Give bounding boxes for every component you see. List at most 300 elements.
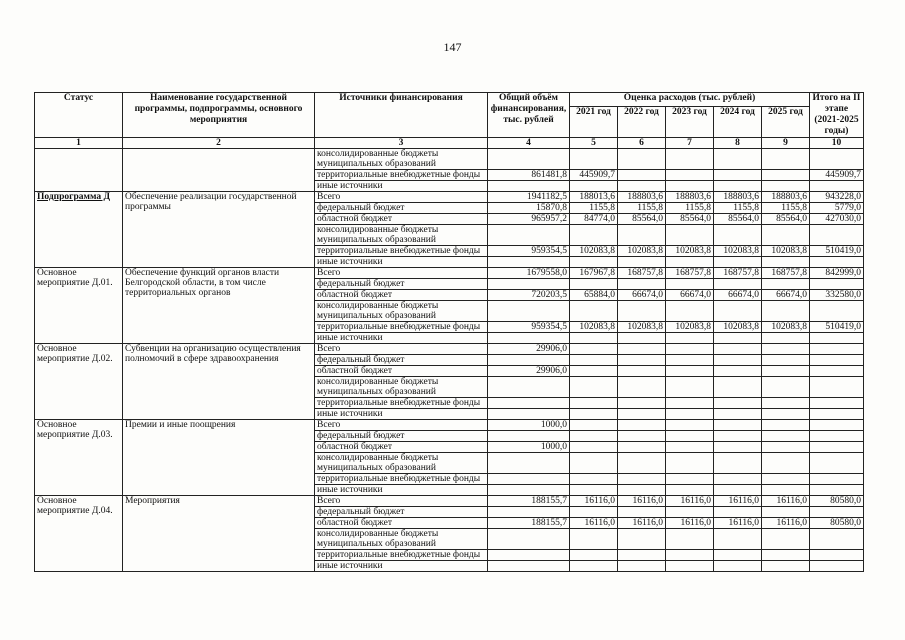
stage-total-cell [810, 225, 864, 246]
funding-source-cell: федеральный бюджет [315, 431, 488, 442]
year-amount-cell [570, 377, 618, 398]
funding-source-cell: территориальные внебюджетные фонды [315, 322, 488, 333]
year-amount-cell: 66674,0 [666, 290, 714, 301]
column-number: 7 [666, 138, 714, 149]
stage-total-cell [810, 344, 864, 355]
year-amount-cell: 66674,0 [714, 290, 762, 301]
total-financing-cell [488, 377, 570, 398]
total-financing-cell [488, 474, 570, 485]
total-financing-cell [488, 355, 570, 366]
year-amount-cell [618, 453, 666, 474]
funding-source-cell: областной бюджет [315, 518, 488, 529]
year-amount-cell [762, 442, 810, 453]
year-amount-cell [618, 257, 666, 268]
year-amount-cell: 85564,0 [618, 214, 666, 225]
funding-source-cell: консолидированные бюджеты муниципальных образований [315, 453, 488, 474]
year-amount-cell [762, 420, 810, 431]
year-amount-cell [666, 333, 714, 344]
program-name-cell: Обеспечение функций органов власти Белгородской области, в том числе территориальных органов [123, 268, 315, 344]
total-financing-cell: 959354,5 [488, 246, 570, 257]
stage-total-cell [810, 279, 864, 290]
header-stage-total: Итого на II этапе (2021-2025 годы) [810, 93, 864, 138]
stage-total-cell [810, 366, 864, 377]
stage-total-cell [810, 301, 864, 322]
year-amount-cell: 16116,0 [714, 496, 762, 507]
stage-total-cell: 510419,0 [810, 322, 864, 333]
year-amount-cell [666, 377, 714, 398]
year-amount-cell: 1155,8 [762, 203, 810, 214]
year-amount-cell [762, 225, 810, 246]
stage-total-cell [810, 550, 864, 561]
total-financing-cell: 188155,7 [488, 518, 570, 529]
funding-source-cell: территориальные внебюджетные фонды [315, 398, 488, 409]
year-amount-cell: 16116,0 [570, 496, 618, 507]
funding-source-cell: федеральный бюджет [315, 203, 488, 214]
funding-source-cell: иные источники [315, 409, 488, 420]
funding-source-cell: Всего [315, 496, 488, 507]
year-amount-cell: 65884,0 [570, 290, 618, 301]
year-amount-cell [762, 398, 810, 409]
year-amount-cell [762, 474, 810, 485]
year-amount-cell [618, 301, 666, 322]
table-row [35, 149, 864, 170]
year-amount-cell [714, 398, 762, 409]
year-amount-cell: 85564,0 [762, 214, 810, 225]
stage-total-cell: 842999,0 [810, 268, 864, 279]
year-amount-cell [570, 355, 618, 366]
year-amount-cell: 102083,8 [762, 246, 810, 257]
year-amount-cell [666, 485, 714, 496]
year-amount-cell [762, 170, 810, 181]
year-amount-cell [666, 529, 714, 550]
header-estimate: Оценка расходов (тыс. рублей) [570, 93, 810, 107]
year-amount-cell [714, 377, 762, 398]
year-amount-cell [762, 181, 810, 192]
year-amount-cell [714, 344, 762, 355]
total-financing-cell [488, 301, 570, 322]
total-financing-cell: 1000,0 [488, 442, 570, 453]
year-amount-cell: 168757,8 [762, 268, 810, 279]
stage-total-cell [810, 149, 864, 170]
year-amount-cell [666, 181, 714, 192]
year-amount-cell [618, 366, 666, 377]
total-financing-cell: 29906,0 [488, 366, 570, 377]
year-amount-cell: 1155,8 [618, 203, 666, 214]
total-financing-cell: 959354,5 [488, 322, 570, 333]
stage-total-cell: 445909,7 [810, 170, 864, 181]
year-amount-cell: 16116,0 [762, 518, 810, 529]
column-number-row [35, 138, 864, 149]
year-amount-cell [618, 398, 666, 409]
year-amount-cell: 102083,8 [714, 246, 762, 257]
total-financing-cell [488, 398, 570, 409]
year-amount-cell: 102083,8 [666, 322, 714, 333]
stage-total-cell [810, 377, 864, 398]
year-amount-cell [762, 561, 810, 572]
stage-total-cell: 427030,0 [810, 214, 864, 225]
year-amount-cell: 16116,0 [618, 518, 666, 529]
year-amount-cell [666, 507, 714, 518]
table-row [35, 420, 864, 431]
year-amount-cell [570, 485, 618, 496]
year-amount-cell [714, 507, 762, 518]
header-total: Общий объём финансирования, тыс. рублей [488, 93, 570, 138]
stage-total-cell [810, 398, 864, 409]
table-row [35, 192, 864, 203]
table-row [35, 344, 864, 355]
year-amount-cell [570, 366, 618, 377]
year-amount-cell [570, 550, 618, 561]
year-amount-cell: 102083,8 [762, 322, 810, 333]
year-amount-cell [762, 279, 810, 290]
stage-total-cell: 80580,0 [810, 496, 864, 507]
year-amount-cell [714, 257, 762, 268]
page-number: 147 [443, 40, 462, 54]
year-amount-cell [618, 355, 666, 366]
year-amount-cell [762, 366, 810, 377]
year-amount-cell [666, 301, 714, 322]
status-cell [35, 149, 123, 192]
year-amount-cell: 84774,0 [570, 214, 618, 225]
year-amount-cell: 66674,0 [618, 290, 666, 301]
total-financing-cell [488, 149, 570, 170]
funding-source-cell: федеральный бюджет [315, 355, 488, 366]
funding-source-cell: федеральный бюджет [315, 279, 488, 290]
year-amount-cell [666, 344, 714, 355]
header-status: Статус [35, 93, 123, 138]
year-amount-cell [618, 333, 666, 344]
column-number: 2 [123, 138, 315, 149]
year-amount-cell [762, 257, 810, 268]
year-amount-cell: 1155,8 [666, 203, 714, 214]
year-amount-cell [762, 355, 810, 366]
total-financing-cell: 1679558,0 [488, 268, 570, 279]
year-amount-cell [618, 409, 666, 420]
total-financing-cell [488, 507, 570, 518]
year-amount-cell [714, 442, 762, 453]
stage-total-cell [810, 453, 864, 474]
year-amount-cell: 168757,8 [666, 268, 714, 279]
year-amount-cell [618, 377, 666, 398]
year-amount-cell [666, 225, 714, 246]
year-amount-cell [570, 507, 618, 518]
year-amount-cell [714, 170, 762, 181]
funding-source-cell: областной бюджет [315, 366, 488, 377]
funding-source-cell: консолидированные бюджеты муниципальных образований [315, 529, 488, 550]
year-amount-cell [762, 333, 810, 344]
total-financing-cell: 965957,2 [488, 214, 570, 225]
year-amount-cell [618, 442, 666, 453]
year-amount-cell: 102083,8 [570, 322, 618, 333]
year-amount-cell: 168757,8 [714, 268, 762, 279]
year-amount-cell [714, 561, 762, 572]
year-amount-cell [570, 344, 618, 355]
year-amount-cell [618, 279, 666, 290]
column-number: 9 [762, 138, 810, 149]
year-amount-cell [570, 431, 618, 442]
year-amount-cell: 168757,8 [618, 268, 666, 279]
column-number: 1 [35, 138, 123, 149]
header-sources: Источники финансирования [315, 93, 488, 138]
year-amount-cell [666, 420, 714, 431]
header-name: Наименование государственной программы, подпрограммы, основного мероприятия [123, 93, 315, 138]
year-amount-cell [570, 225, 618, 246]
year-amount-cell [666, 170, 714, 181]
total-financing-cell [488, 561, 570, 572]
year-amount-cell [618, 420, 666, 431]
funding-source-cell: иные источники [315, 561, 488, 572]
column-number: 5 [570, 138, 618, 149]
year-amount-cell: 16116,0 [666, 518, 714, 529]
total-financing-cell [488, 550, 570, 561]
table-row [35, 496, 864, 507]
year-amount-cell [762, 377, 810, 398]
year-amount-cell [714, 431, 762, 442]
stage-total-cell [810, 529, 864, 550]
header-year: 2024 год [714, 107, 762, 138]
stage-total-cell: 510419,0 [810, 246, 864, 257]
year-amount-cell: 188803,6 [666, 192, 714, 203]
stage-total-cell: 943228,0 [810, 192, 864, 203]
financing-table [34, 92, 864, 572]
year-amount-cell [714, 529, 762, 550]
year-amount-cell: 188803,6 [762, 192, 810, 203]
stage-total-cell [810, 474, 864, 485]
year-amount-cell [570, 529, 618, 550]
year-amount-cell: 85564,0 [714, 214, 762, 225]
funding-source-cell: территориальные внебюджетные фонды [315, 474, 488, 485]
stage-total-cell [810, 561, 864, 572]
year-amount-cell [570, 181, 618, 192]
year-amount-cell [570, 474, 618, 485]
total-financing-cell [488, 225, 570, 246]
column-number: 4 [488, 138, 570, 149]
funding-source-cell: иные источники [315, 333, 488, 344]
year-amount-cell [666, 355, 714, 366]
stage-total-cell: 80580,0 [810, 518, 864, 529]
year-amount-cell [570, 442, 618, 453]
total-financing-cell [488, 257, 570, 268]
total-financing-cell: 720203,5 [488, 290, 570, 301]
header-year: 2025 год [762, 107, 810, 138]
year-amount-cell [714, 301, 762, 322]
stage-total-cell [810, 485, 864, 496]
year-amount-cell [762, 431, 810, 442]
year-amount-cell [618, 507, 666, 518]
header-year: 2021 год [570, 107, 618, 138]
stage-total-cell [810, 409, 864, 420]
year-amount-cell: 1155,8 [570, 203, 618, 214]
year-amount-cell [714, 550, 762, 561]
year-amount-cell [666, 279, 714, 290]
year-amount-cell [714, 409, 762, 420]
year-amount-cell [570, 257, 618, 268]
year-amount-cell [714, 485, 762, 496]
year-amount-cell [714, 181, 762, 192]
stage-total-cell: 332580,0 [810, 290, 864, 301]
year-amount-cell [666, 409, 714, 420]
year-amount-cell: 188013,6 [570, 192, 618, 203]
total-financing-cell [488, 279, 570, 290]
year-amount-cell [714, 366, 762, 377]
year-amount-cell [618, 225, 666, 246]
year-amount-cell [618, 474, 666, 485]
year-amount-cell [666, 550, 714, 561]
year-amount-cell [762, 507, 810, 518]
year-amount-cell: 66674,0 [762, 290, 810, 301]
year-amount-cell [618, 170, 666, 181]
year-amount-cell [762, 550, 810, 561]
funding-source-cell: Всего [315, 268, 488, 279]
stage-total-cell [810, 442, 864, 453]
funding-source-cell: территориальные внебюджетные фонды [315, 246, 488, 257]
year-amount-cell [714, 474, 762, 485]
total-financing-cell: 1941182,5 [488, 192, 570, 203]
year-amount-cell [618, 485, 666, 496]
year-amount-cell [570, 398, 618, 409]
total-financing-cell [488, 333, 570, 344]
year-amount-cell [570, 420, 618, 431]
year-amount-cell [618, 344, 666, 355]
funding-source-cell: областной бюджет [315, 290, 488, 301]
year-amount-cell: 445909,7 [570, 170, 618, 181]
total-financing-cell [488, 453, 570, 474]
column-number: 3 [315, 138, 488, 149]
total-financing-cell [488, 431, 570, 442]
program-name-cell [123, 149, 315, 192]
year-amount-cell [618, 529, 666, 550]
column-number: 8 [714, 138, 762, 149]
status-cell: Подпрограмма Д [35, 192, 123, 268]
year-amount-cell [666, 453, 714, 474]
year-amount-cell: 188803,6 [714, 192, 762, 203]
stage-total-cell [810, 420, 864, 431]
year-amount-cell: 85564,0 [666, 214, 714, 225]
total-financing-cell [488, 485, 570, 496]
year-amount-cell [570, 149, 618, 170]
funding-source-cell: консолидированные бюджеты муниципальных образований [315, 377, 488, 398]
funding-source-cell: Всего [315, 420, 488, 431]
year-amount-cell [666, 257, 714, 268]
year-amount-cell [762, 344, 810, 355]
year-amount-cell [762, 453, 810, 474]
program-name-cell: Субвенции на организацию осуществления полномочий в сфере здравоохранения [123, 344, 315, 420]
year-amount-cell [666, 149, 714, 170]
year-amount-cell [618, 431, 666, 442]
funding-source-cell: федеральный бюджет [315, 507, 488, 518]
stage-total-cell [810, 333, 864, 344]
year-amount-cell: 188803,6 [618, 192, 666, 203]
funding-source-cell: иные источники [315, 485, 488, 496]
program-name-cell: Обеспечение реализации государственной программы [123, 192, 315, 268]
year-amount-cell: 102083,8 [618, 322, 666, 333]
funding-source-cell: областной бюджет [315, 214, 488, 225]
header-year: 2023 год [666, 107, 714, 138]
year-amount-cell: 167967,8 [570, 268, 618, 279]
stage-total-cell [810, 431, 864, 442]
funding-source-cell: территориальные внебюджетные фонды [315, 550, 488, 561]
stage-total-cell [810, 181, 864, 192]
year-amount-cell: 102083,8 [618, 246, 666, 257]
total-financing-cell: 188155,7 [488, 496, 570, 507]
year-amount-cell [714, 453, 762, 474]
year-amount-cell: 16116,0 [666, 496, 714, 507]
year-amount-cell [714, 225, 762, 246]
status-cell: Основное мероприятие Д.02. [35, 344, 123, 420]
year-amount-cell [762, 149, 810, 170]
funding-source-cell: областной бюджет [315, 442, 488, 453]
total-financing-cell [488, 181, 570, 192]
year-amount-cell [570, 561, 618, 572]
year-amount-cell [714, 355, 762, 366]
total-financing-cell: 15870,8 [488, 203, 570, 214]
total-financing-cell: 1000,0 [488, 420, 570, 431]
header-year: 2022 год [618, 107, 666, 138]
program-name-cell: Премии и иные поощрения [123, 420, 315, 496]
funding-source-cell: консолидированные бюджеты муниципальных образований [315, 149, 488, 170]
year-amount-cell [618, 561, 666, 572]
year-amount-cell [618, 149, 666, 170]
funding-source-cell: иные источники [315, 181, 488, 192]
year-amount-cell [618, 181, 666, 192]
year-amount-cell: 16116,0 [570, 518, 618, 529]
year-amount-cell [666, 442, 714, 453]
year-amount-cell [714, 333, 762, 344]
year-amount-cell [618, 550, 666, 561]
table-body [35, 149, 864, 572]
total-financing-cell: 29906,0 [488, 344, 570, 355]
year-amount-cell [762, 301, 810, 322]
year-amount-cell: 16116,0 [618, 496, 666, 507]
year-amount-cell [666, 561, 714, 572]
stage-total-cell: 5779,0 [810, 203, 864, 214]
total-financing-cell [488, 529, 570, 550]
year-amount-cell [570, 301, 618, 322]
year-amount-cell [714, 420, 762, 431]
total-financing-cell: 861481,8 [488, 170, 570, 181]
table-row [35, 268, 864, 279]
year-amount-cell: 102083,8 [666, 246, 714, 257]
status-cell: Основное мероприятие Д.01. [35, 268, 123, 344]
year-amount-cell [570, 333, 618, 344]
status-cell: Основное мероприятие Д.04. [35, 496, 123, 572]
year-amount-cell [570, 409, 618, 420]
column-number: 6 [618, 138, 666, 149]
year-amount-cell [570, 453, 618, 474]
status-cell: Основное мероприятие Д.03. [35, 420, 123, 496]
funding-source-cell: Всего [315, 344, 488, 355]
year-amount-cell [666, 398, 714, 409]
funding-source-cell: Всего [315, 192, 488, 203]
year-amount-cell: 102083,8 [714, 322, 762, 333]
year-amount-cell [666, 474, 714, 485]
stage-total-cell [810, 257, 864, 268]
year-amount-cell [570, 279, 618, 290]
year-amount-cell [714, 279, 762, 290]
program-name-cell: Мероприятия [123, 496, 315, 572]
year-amount-cell [714, 149, 762, 170]
year-amount-cell: 16116,0 [714, 518, 762, 529]
year-amount-cell [762, 409, 810, 420]
funding-source-cell: консолидированные бюджеты муниципальных образований [315, 225, 488, 246]
year-amount-cell [666, 366, 714, 377]
year-amount-cell: 16116,0 [762, 496, 810, 507]
year-amount-cell [666, 431, 714, 442]
column-number: 10 [810, 138, 864, 149]
total-financing-cell [488, 409, 570, 420]
year-amount-cell: 1155,8 [714, 203, 762, 214]
funding-source-cell: территориальные внебюджетные фонды [315, 170, 488, 181]
